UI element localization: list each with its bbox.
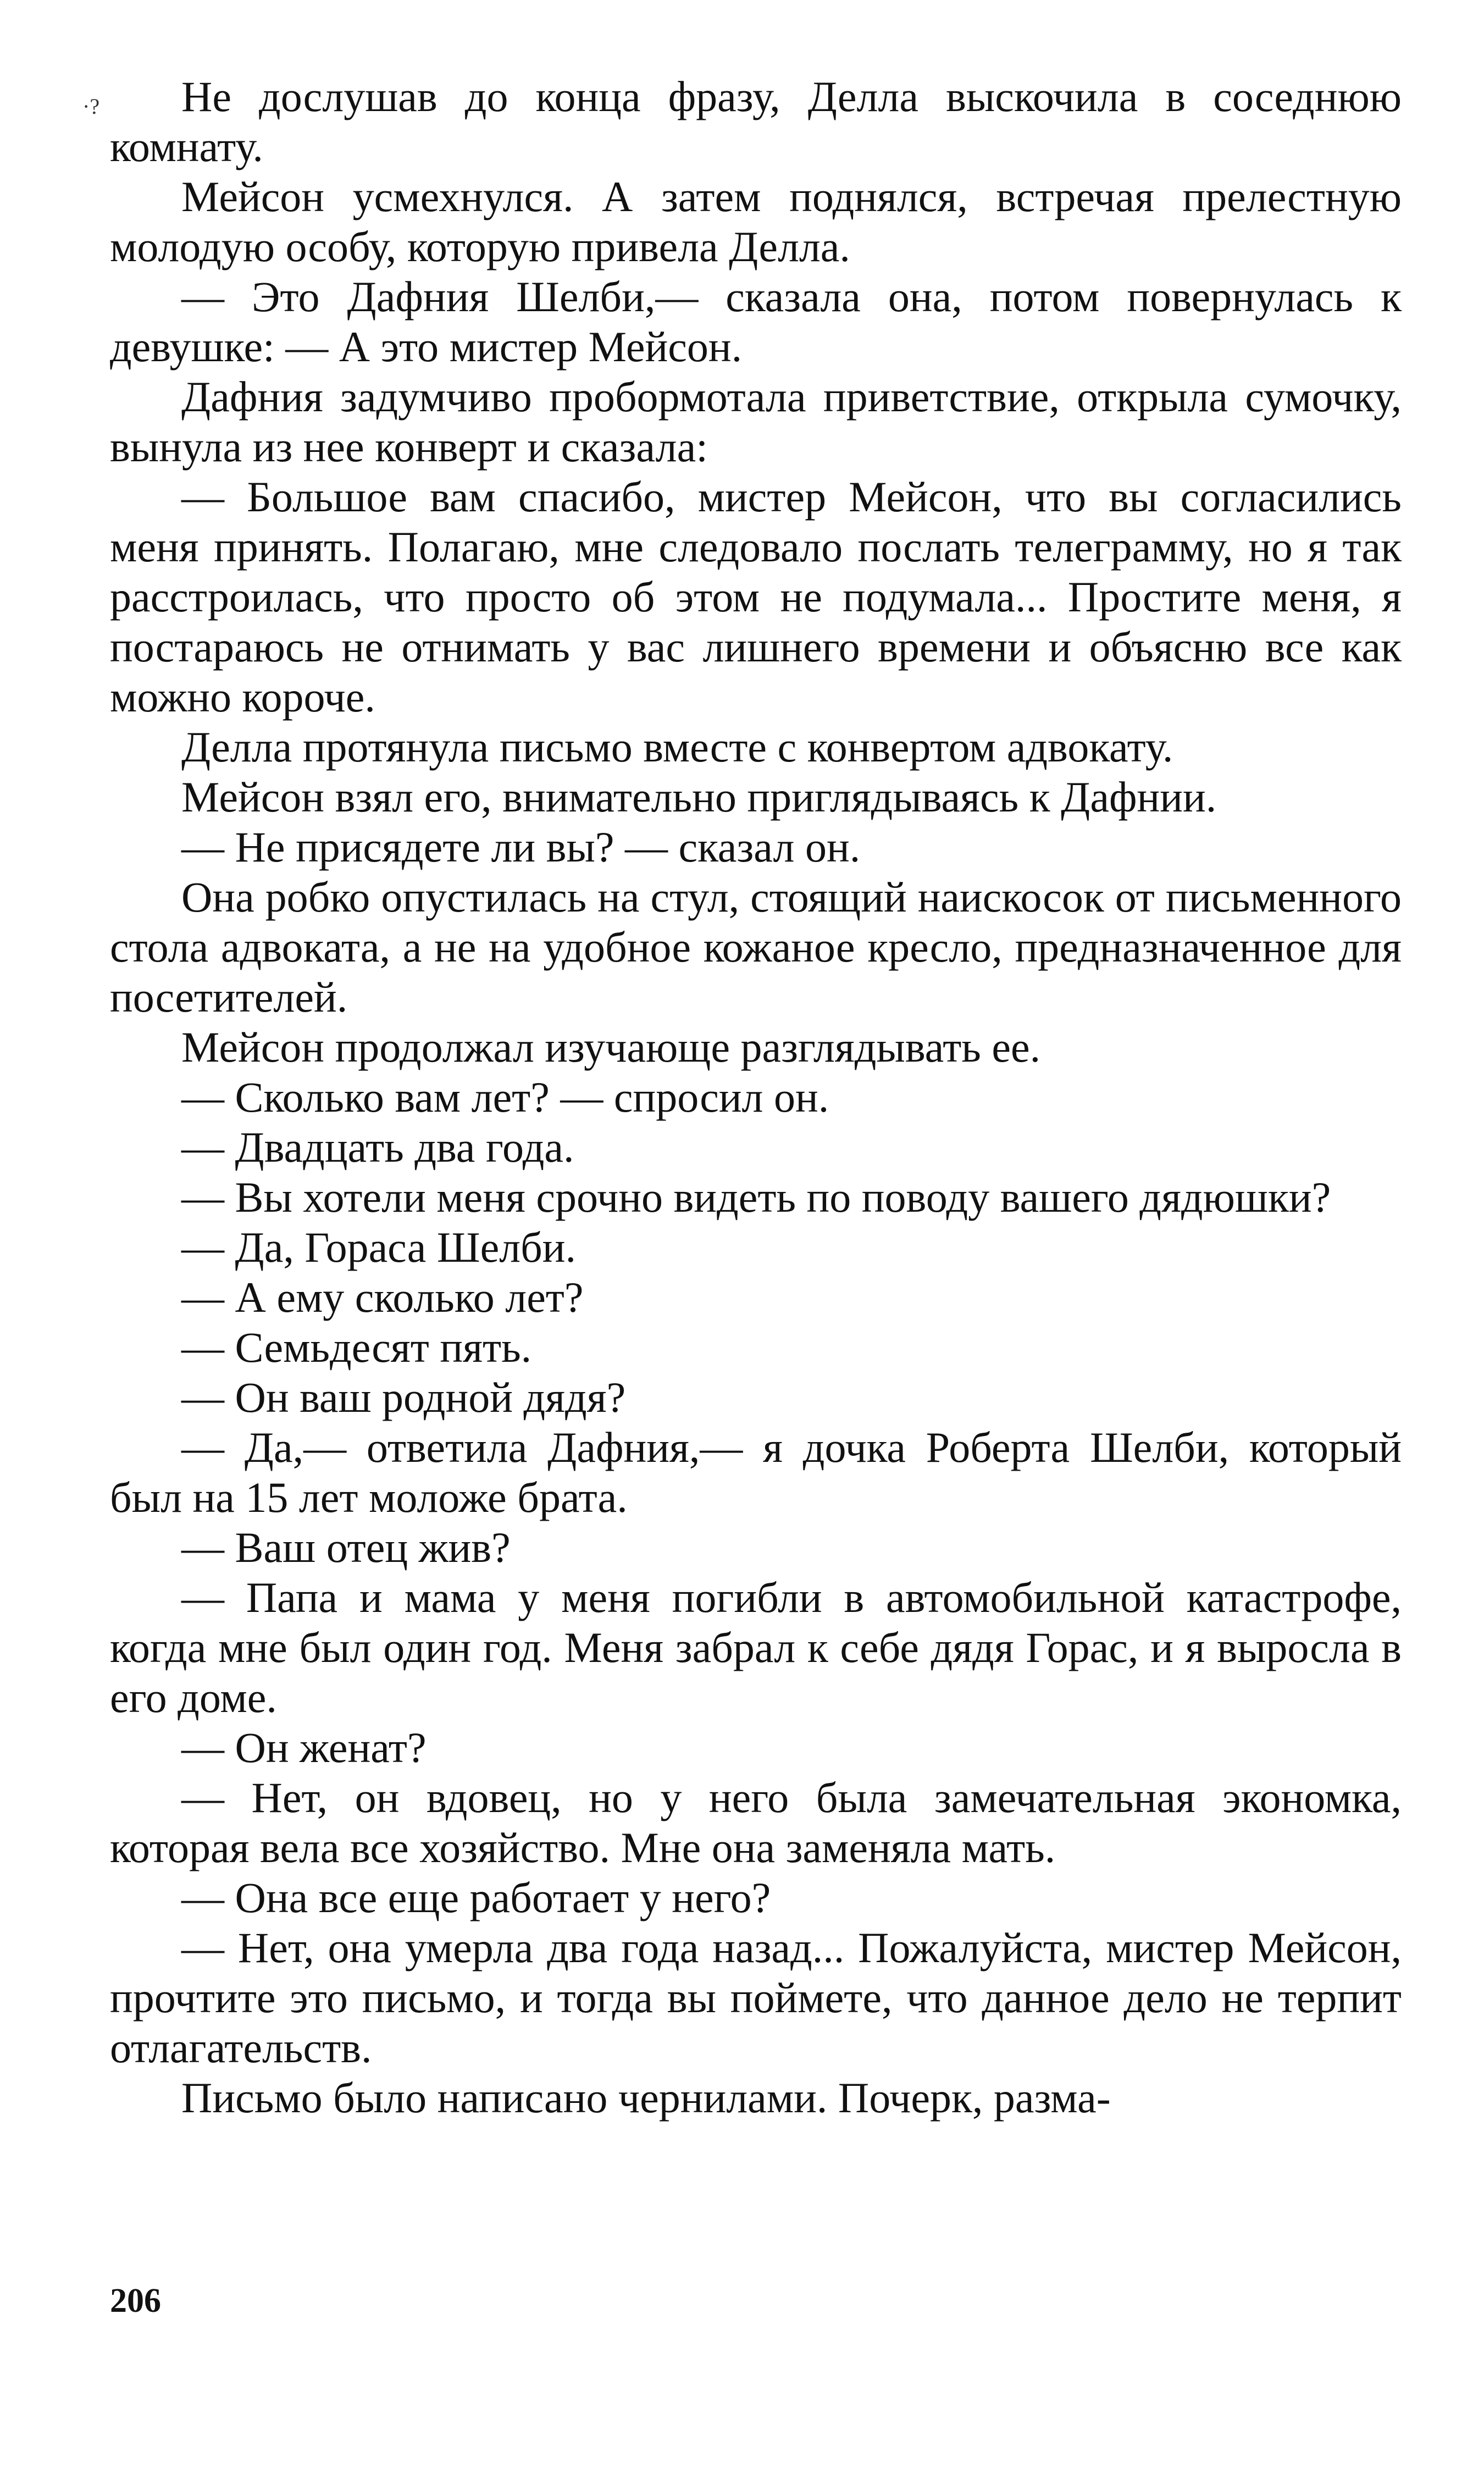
paragraph: — Да, Гораса Шелби. xyxy=(181,1223,577,1271)
paragraph: — Он женат? xyxy=(181,1724,427,1771)
paragraph: — Ваш отец жив? xyxy=(181,1523,511,1571)
paragraph: Она робко опустилась на стул, стоящий наискосок от письменного стола адвоката, а не на удобное кожаное кресло, предназначенное для посетителей. xyxy=(110,873,1402,1021)
paragraph: — Папа и мама у меня погибли в автомобильной катастрофе, когда мне был один год. Меня забрал к себе дядя Горас, и я выросла в его доме. xyxy=(110,1573,1402,1721)
paragraph: — Большое вам спасибо, мистер Мейсон, что вы согласились меня принять. Полагаю, мне следовало послать телеграмму, но я так расстроилась, что просто об этом не подумала... Простите меня, я постараюсь не отнимать у вас лишнего времени и объясню все как можно короче. xyxy=(110,473,1402,721)
paragraph: Не дослушав до конца фразу, Делла выскочила в соседнюю комнату. xyxy=(110,73,1402,170)
paragraph: Мейсон продолжал изучающе разглядывать ее. xyxy=(181,1023,1041,1071)
paragraph: Письмо было написано чернилами. Почерк, разма- xyxy=(181,2074,1111,2122)
paragraph: — Нет, она умерла два года назад... Пожалуйста, мистер Мейсон, прочтите это письмо, и тогда вы поймете, что данное дело не терпит отлагательств. xyxy=(110,1924,1402,2072)
paragraph: Дафния задумчиво пробормотала приветствие, открыла сумочку, вынула из нее конверт и сказала: xyxy=(110,373,1402,471)
paragraph: — Двадцать два года. xyxy=(181,1123,574,1171)
paragraph: — Семьдесят пять. xyxy=(181,1323,532,1371)
paragraph: Мейсон усмехнулся. А затем поднялся, встречая прелестную молодую особу, которую привела Делла. xyxy=(110,173,1402,270)
paragraph: — Вы хотели меня срочно видеть по поводу вашего дядюшки? xyxy=(181,1173,1331,1221)
paragraph: Мейсон взял его, внимательно приглядываясь к Дафнии. xyxy=(181,773,1217,821)
page-body xyxy=(110,71,1402,2123)
paragraph: — Не присядете ли вы? — сказал он. xyxy=(181,823,861,871)
margin-mark: ·? xyxy=(82,94,100,119)
paragraph: — А ему сколько лет? xyxy=(181,1273,584,1321)
paragraph: — Нет, он вдовец, но у него была замечательная экономка, которая вела все хозяйство. Мне она заменяла мать. xyxy=(110,1774,1402,1871)
paragraph: — Сколько вам лет? — спросил он. xyxy=(181,1073,829,1121)
paragraph: — Это Дафния Шелби,— сказала она, потом повернулась к девушке: — А это мистер Мейсон. xyxy=(110,273,1402,371)
page-number: 206 xyxy=(110,2282,161,2320)
paragraph: Делла протянула письмо вместе с конвертом адвокату. xyxy=(181,723,1173,771)
paragraph: — Она все еще работает у него? xyxy=(181,1874,771,1921)
paragraph: — Он ваш родной дядя? xyxy=(181,1373,626,1421)
paragraph: — Да,— ответила Дафния,— я дочка Роберта Шелби, который был на 15 лет моложе брата. xyxy=(110,1423,1402,1521)
